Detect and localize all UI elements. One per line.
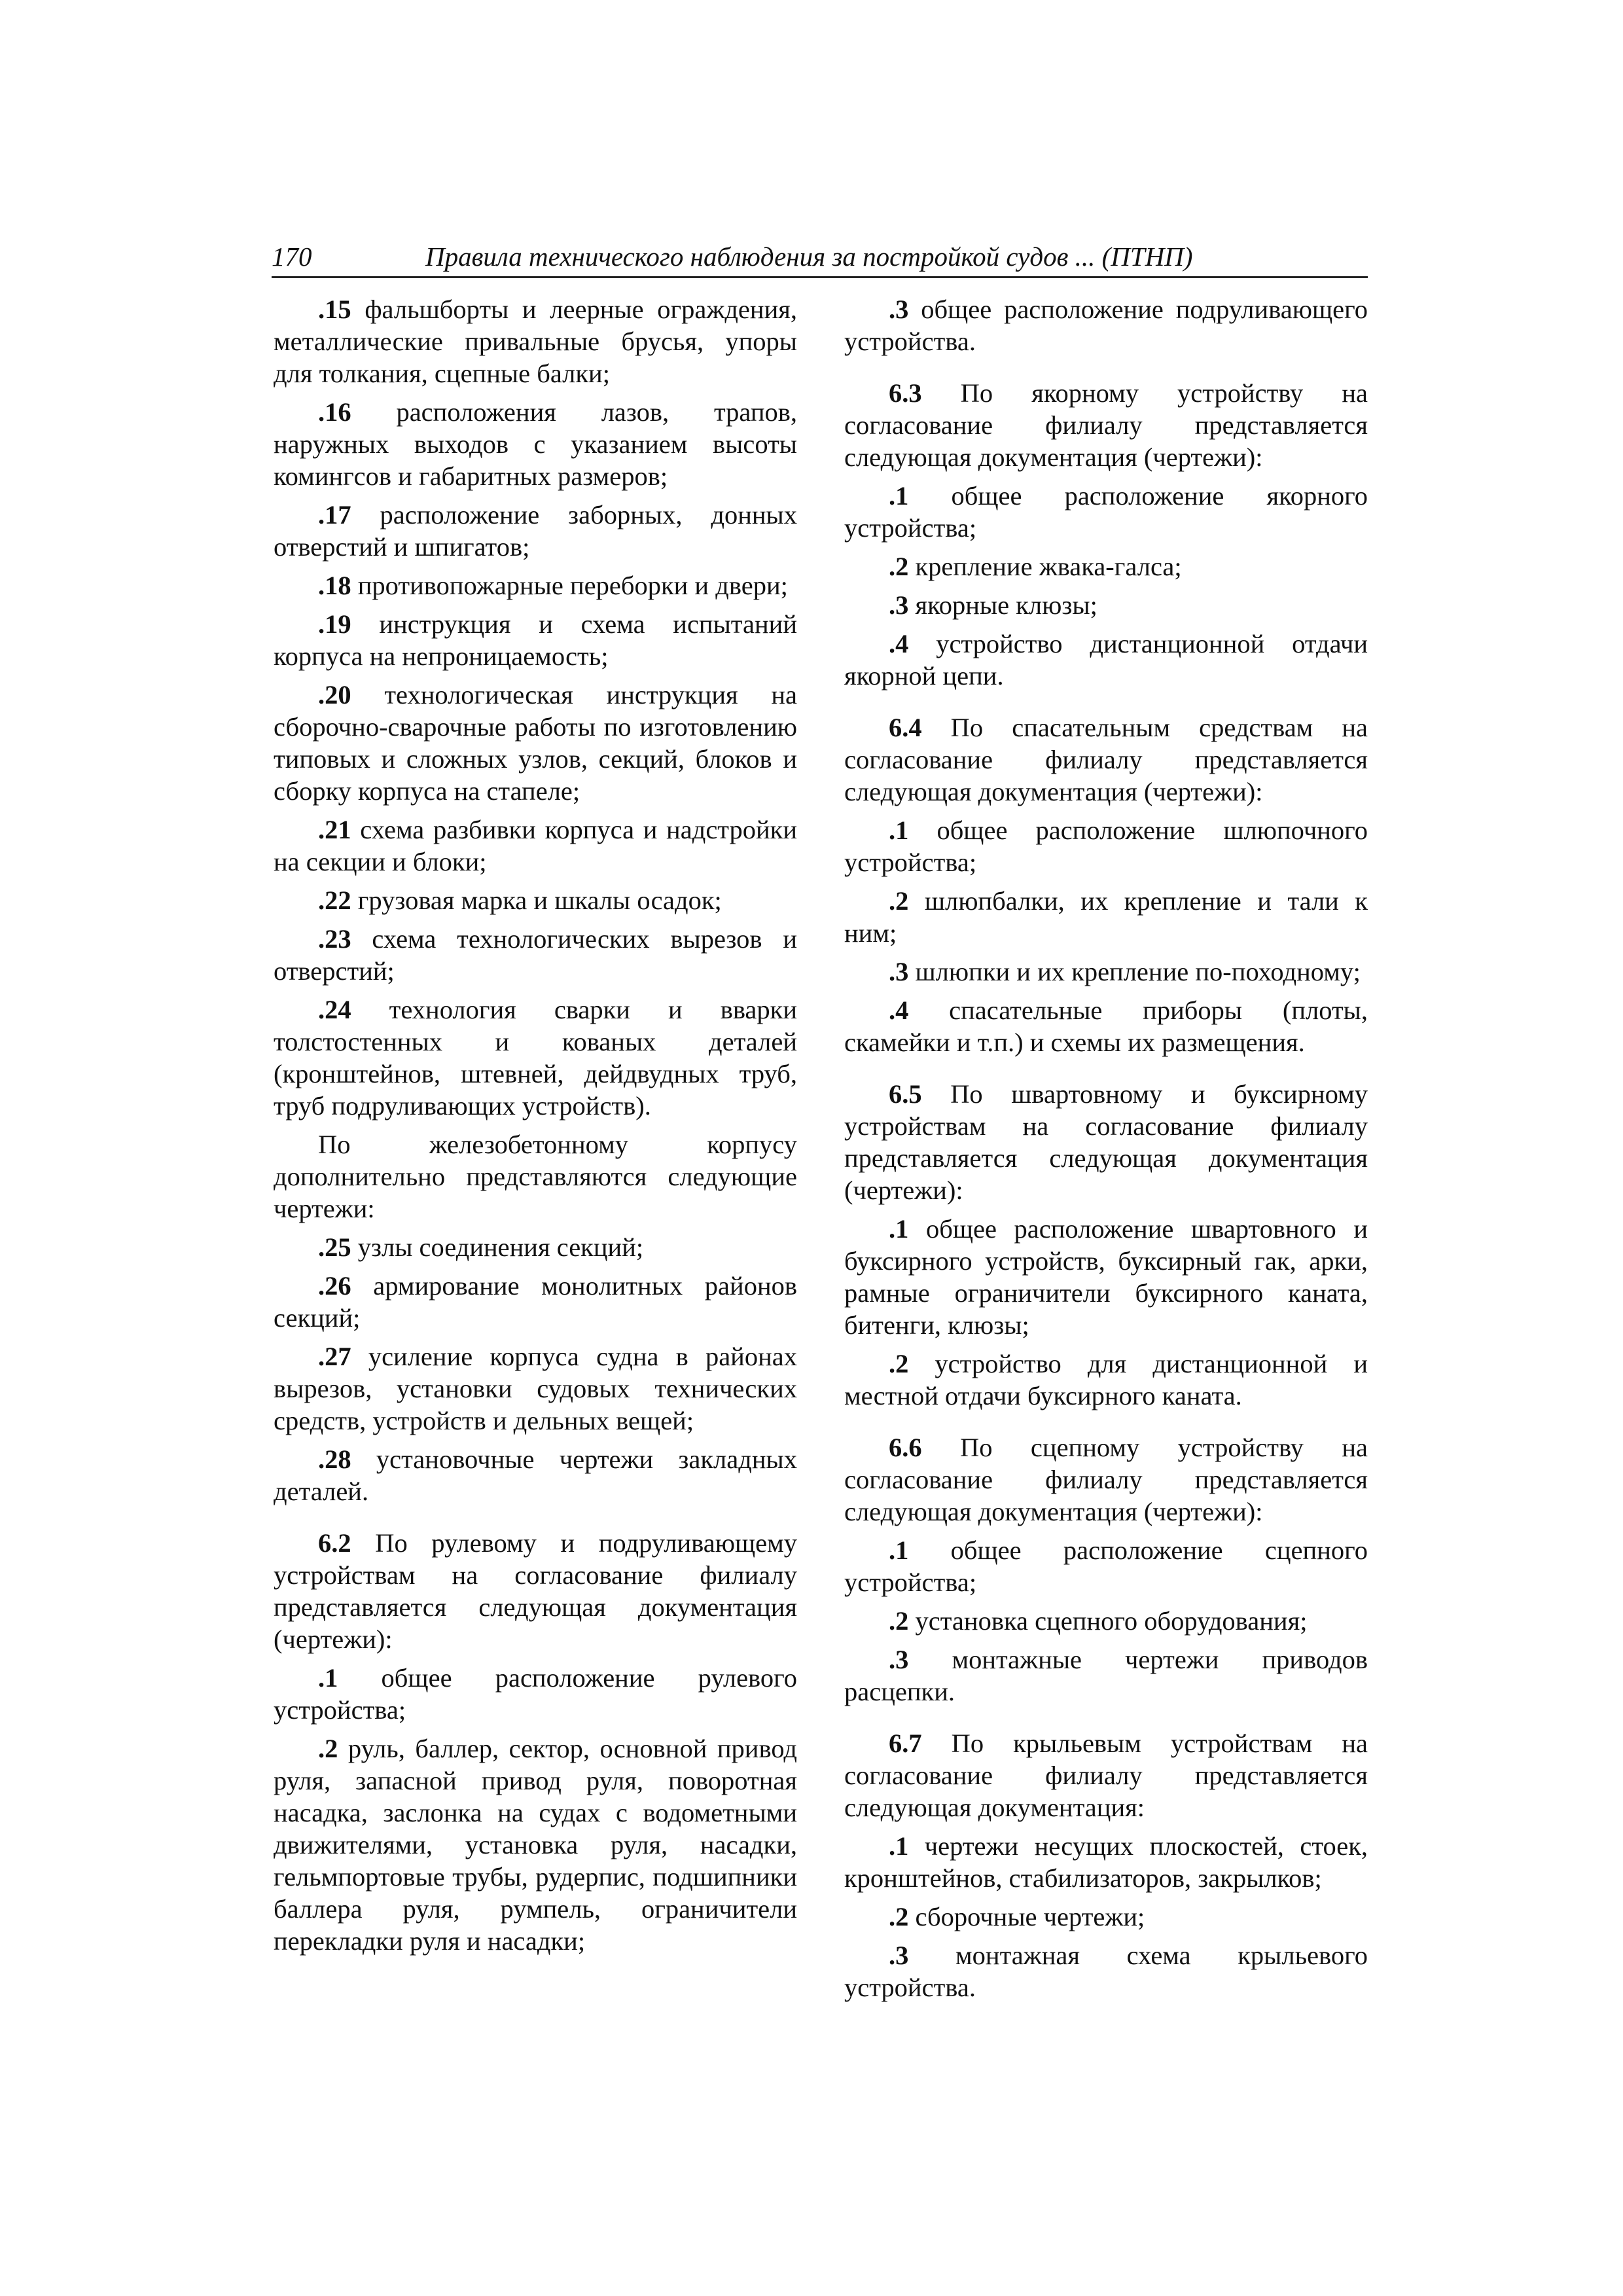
paragraph <box>844 1901 1368 1933</box>
paragraph <box>844 994 1368 1058</box>
paragraph <box>274 608 797 672</box>
item-number: .2 <box>889 886 909 916</box>
paragraph <box>844 1727 1368 1823</box>
item-text: устройство дистанционной отдачи якорной цепи. <box>844 629 1368 691</box>
item-text: общее расположение сцепного устройства; <box>844 1535 1368 1597</box>
item-number: .3 <box>889 1645 909 1674</box>
item-text: технологическая инструкция на сборочно-сварочные работы по изготовлению типовых и сложных узлов, секций, блоков и сборку корпуса на стапеле; <box>274 680 797 806</box>
item-number: .21 <box>318 815 351 844</box>
paragraph <box>844 1830 1368 1894</box>
item-text: узлы соединения секций; <box>357 1232 644 1262</box>
item-text: По спасательным средствам на согласование филиалу представляется следующая документация (чертежи): <box>844 713 1368 806</box>
paragraph <box>274 1231 797 1263</box>
item-number: .2 <box>889 1902 909 1931</box>
item-text: По железобетонному корпусу дополнительно представляются следующие чертежи: <box>274 1130 797 1223</box>
paragraph <box>274 1270 797 1334</box>
paragraph <box>844 1939 1368 2003</box>
page-number: 170 <box>272 242 312 272</box>
item-text: противопожарные переборки и двери; <box>357 571 788 600</box>
item-text: устройство для дистанционной и местной отдачи буксирного каната. <box>844 1349 1368 1410</box>
paragraph <box>274 679 797 807</box>
item-text: усиление корпуса судна в районах вырезов, установки судовых технических средств, устройств и дельных вещей; <box>274 1342 798 1435</box>
paragraph <box>844 1078 1368 1206</box>
item-text: установочные чертежи закладных деталей. <box>274 1444 797 1506</box>
item-text: схема разбивки корпуса и надстройки на секции и блоки; <box>274 815 798 876</box>
paragraph <box>274 1340 797 1437</box>
item-number: .2 <box>889 552 909 581</box>
paragraph <box>274 569 797 601</box>
item-number: .3 <box>889 590 909 620</box>
paragraph <box>844 628 1368 692</box>
item-number: .25 <box>318 1232 351 1262</box>
item-number: .24 <box>318 995 351 1024</box>
item-text: спасательные приборы (плоты, скамейки и т.п.) и схемы их размещения. <box>844 996 1368 1057</box>
paragraph <box>274 1128 797 1225</box>
item-number: .3 <box>889 957 909 986</box>
item-number: .3 <box>889 1941 909 1970</box>
paragraph <box>844 1643 1368 1708</box>
paragraph <box>844 885 1368 949</box>
item-number: 6.2 <box>318 1528 351 1558</box>
item-text: чертежи несущих плоскостей, стоек, кронштейнов, стабилизаторов, закрылков; <box>844 1831 1368 1893</box>
paragraph <box>844 1605 1368 1637</box>
paragraph <box>274 884 797 916</box>
paragraph <box>274 1443 797 1507</box>
left-column <box>274 293 797 1964</box>
paragraph <box>274 1527 797 1655</box>
item-text: По сцепному устройству на согласование филиалу представляется следующая документация (чертежи): <box>844 1433 1368 1526</box>
item-text: грузовая марка и шкалы осадок; <box>357 886 722 915</box>
item-number: .4 <box>889 996 909 1025</box>
item-number: .1 <box>318 1663 338 1693</box>
item-text: якорные клюзы; <box>915 590 1097 620</box>
paragraph <box>844 1534 1368 1598</box>
paragraph <box>844 1431 1368 1528</box>
page-header <box>272 237 1368 278</box>
paragraph <box>274 994 797 1122</box>
item-number: .27 <box>318 1342 351 1371</box>
paragraph <box>844 956 1368 988</box>
paragraph <box>274 396 797 492</box>
paragraph <box>274 499 797 563</box>
item-text: расположение заборных, донных отверстий и шпигатов; <box>274 500 797 562</box>
paragraph <box>844 589 1368 621</box>
item-number: .1 <box>889 816 909 845</box>
running-title: Правила технического наблюдения за постройкой судов ... (ПТНП) <box>425 242 1193 272</box>
item-text: общее расположение рулевого устройства; <box>274 1663 797 1725</box>
item-text: схема технологических вырезов и отверстий; <box>274 924 797 986</box>
item-text: По крыльевым устройствам на согласование филиалу представляется следующая документация: <box>844 1729 1368 1822</box>
item-number: .23 <box>318 924 351 954</box>
paragraph <box>274 293 797 389</box>
item-text: По швартовному и буксирному устройствам на согласование филиалу представляется следующая документация (чертежи): <box>844 1079 1368 1205</box>
paragraph <box>844 814 1368 878</box>
item-text: По рулевому и подруливающему устройствам на согласование филиалу представляется следующая документация (чертежи): <box>274 1528 798 1654</box>
item-number: .22 <box>318 886 351 915</box>
item-number: 6.4 <box>889 713 922 742</box>
item-text: руль, баллер, сектор, основной привод руля, запасной привод руля, поворотная насадка, заслонка на судах с водометными движителями, установка руля, насадки, гельмпортовые трубы, рудерпис, подшипники баллера руля, румпель, ограничители перекладки руля и насадки; <box>274 1734 798 1956</box>
item-number: 6.7 <box>889 1729 922 1758</box>
item-number: .28 <box>318 1444 351 1474</box>
item-text: армирование монолитных районов секций; <box>274 1271 797 1333</box>
item-text: установка сцепного оборудования; <box>915 1606 1308 1636</box>
item-text: общее расположение шлюпочного устройства; <box>844 816 1368 877</box>
item-number: .19 <box>318 609 351 639</box>
item-text: По якорному устройству на согласование филиалу представляется следующая документация (чертежи): <box>844 378 1368 472</box>
paragraph <box>274 814 797 878</box>
item-number: 6.5 <box>889 1079 922 1109</box>
item-text: шлюпбалки, их крепление и тали к ним; <box>844 886 1368 948</box>
item-number: .4 <box>889 629 909 658</box>
item-number: .1 <box>889 1535 909 1565</box>
item-number: 6.6 <box>889 1433 922 1462</box>
item-text: монтажные чертежи приводов расцепки. <box>844 1645 1368 1706</box>
item-number: .16 <box>318 397 351 427</box>
item-number: .1 <box>889 1831 909 1861</box>
right-column <box>844 293 1368 2010</box>
item-text: общее расположение якорного устройства; <box>844 481 1368 543</box>
paragraph <box>844 711 1368 808</box>
paragraph <box>274 1732 797 1957</box>
paragraph <box>844 1213 1368 1341</box>
item-number: .26 <box>318 1271 351 1300</box>
paragraph <box>844 1348 1368 1412</box>
item-text: общее расположение подруливающего устройства. <box>844 295 1368 356</box>
item-number: .2 <box>318 1734 338 1763</box>
item-text: монтажная схема крыльевого устройства. <box>844 1941 1368 2002</box>
paragraph <box>274 1662 797 1726</box>
item-text: сборочные чертежи; <box>915 1902 1145 1931</box>
item-text: инструкция и схема испытаний корпуса на непроницаемость; <box>274 609 797 671</box>
item-number: .1 <box>889 1214 909 1244</box>
item-number: .18 <box>318 571 351 600</box>
item-text: общее расположение швартовного и буксирного устройств, буксирный гак, арки, рамные ограничители буксирного каната, битенги, клюзы; <box>844 1214 1368 1340</box>
item-number: .2 <box>889 1349 909 1378</box>
paragraph <box>844 377 1368 473</box>
item-text: расположения лазов, трапов, наружных выходов с указанием высоты комингсов и габаритных размеров; <box>274 397 797 491</box>
item-text: фальшборты и леерные ограждения, металлические привальные брусья, упоры для толкания, сцепные балки; <box>274 295 797 388</box>
item-number: .3 <box>889 295 909 324</box>
item-number: .17 <box>318 500 351 529</box>
paragraph <box>844 293 1368 357</box>
item-text: шлюпки и их крепление по-походному; <box>915 957 1361 986</box>
item-number: 6.3 <box>889 378 922 408</box>
paragraph <box>844 480 1368 544</box>
item-text: крепление жвака-галса; <box>915 552 1182 581</box>
item-text: технология сварки и вварки толстостенных и кованых деталей (кронштейнов, штевней, дейдвудных труб, труб подруливающих устройств). <box>274 995 797 1121</box>
item-number: .20 <box>318 680 351 709</box>
paragraph <box>274 923 797 987</box>
item-number: .2 <box>889 1606 909 1636</box>
item-number: .15 <box>318 295 351 324</box>
item-number: .1 <box>889 481 909 511</box>
paragraph <box>844 550 1368 583</box>
